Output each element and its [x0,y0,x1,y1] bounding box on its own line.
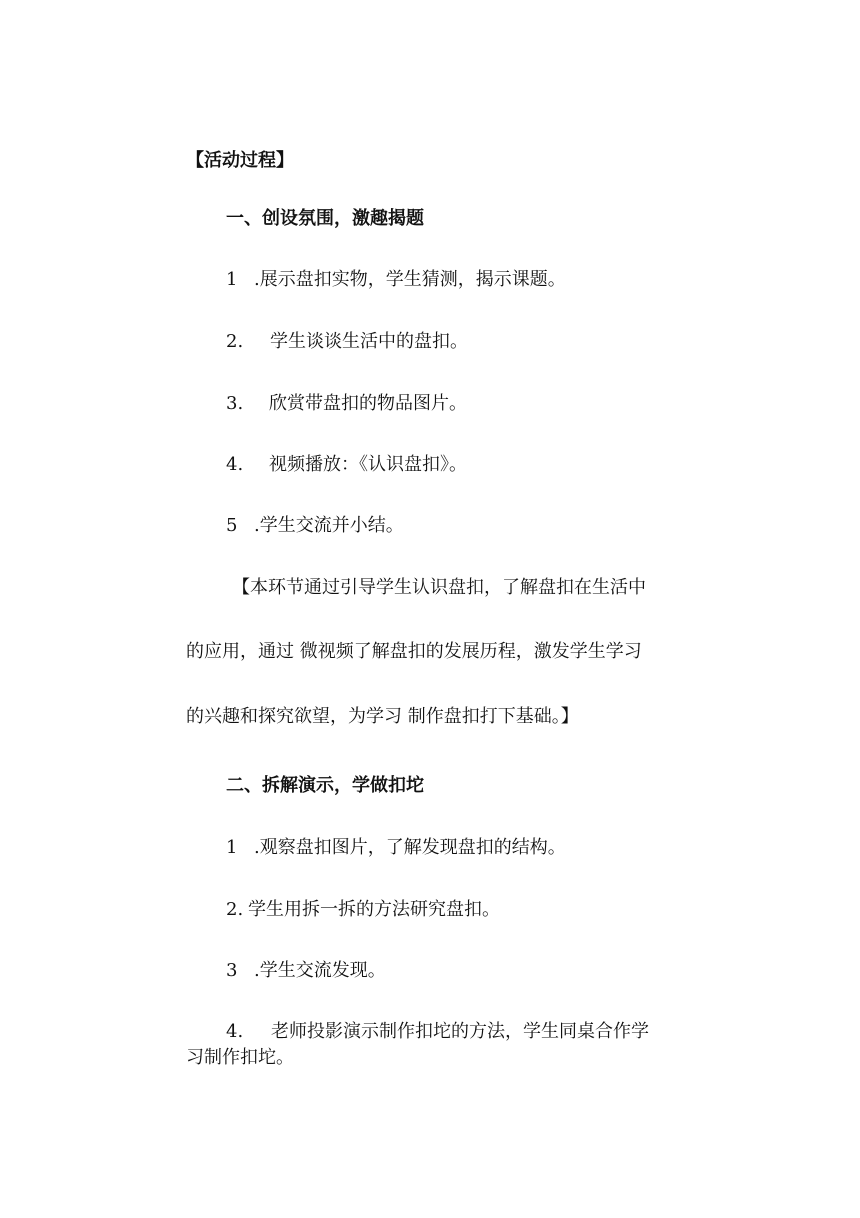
item-text: .观察盘扣图片，了解发现盘扣的结构。 [254,837,566,858]
item-text: 老师投影演示制作扣坨的方法，学生同桌合作学 [271,1021,649,1042]
item-text: 学生用拆一拆的方法研究盘扣。 [248,899,500,920]
item-number: 1 [226,837,238,858]
item-number: 4. [226,1021,244,1042]
part2-item-4-continuation: 习制作扣坨。 [186,1047,294,1068]
part1-note-line-3: 的兴趣和探究欲望，为学习 制作盘扣打下基础。】 [186,706,579,727]
part1-heading: 一、创设氛围，激趣揭题 [226,208,424,229]
section-title: 【活动过程】 [186,150,294,171]
item-text: 学生谈谈生活中的盘扣。 [270,331,468,352]
item-number: 3 [226,960,238,981]
part2-item-2 [226,898,500,922]
part2-item-4 [226,1020,649,1044]
item-text: .学生交流并小结。 [254,515,404,536]
part1-item-2 [226,330,468,354]
item-text: .学生交流发现。 [254,960,386,981]
item-number: 1 [226,269,238,290]
part1-note-line-2: 的应用，通过 微视频了解盘扣的发展历程，激发学生学习 [186,641,642,662]
part2-item-3 [226,959,386,983]
item-number: 5 [226,515,238,536]
part2-item-1 [226,836,566,860]
item-text: 视频播放：《认识盘扣》。 [269,454,467,475]
item-number: 4. [226,454,244,475]
item-number: 2. [226,899,244,920]
part1-note-line-1: 【本环节通过引导学生认识盘扣，了解盘扣在生活中 [232,577,646,598]
part1-item-4 [226,453,467,477]
item-number: 2. [226,331,244,352]
part1-item-5 [226,514,404,538]
part1-item-1 [226,268,566,292]
part2-heading: 二、拆解演示，学做扣坨 [226,775,424,796]
item-text: .展示盘扣实物，学生猜测，揭示课题。 [254,269,566,290]
item-number: 3. [226,393,244,414]
part1-item-3 [226,392,467,416]
item-text: 欣赏带盘扣的物品图片。 [269,393,467,414]
